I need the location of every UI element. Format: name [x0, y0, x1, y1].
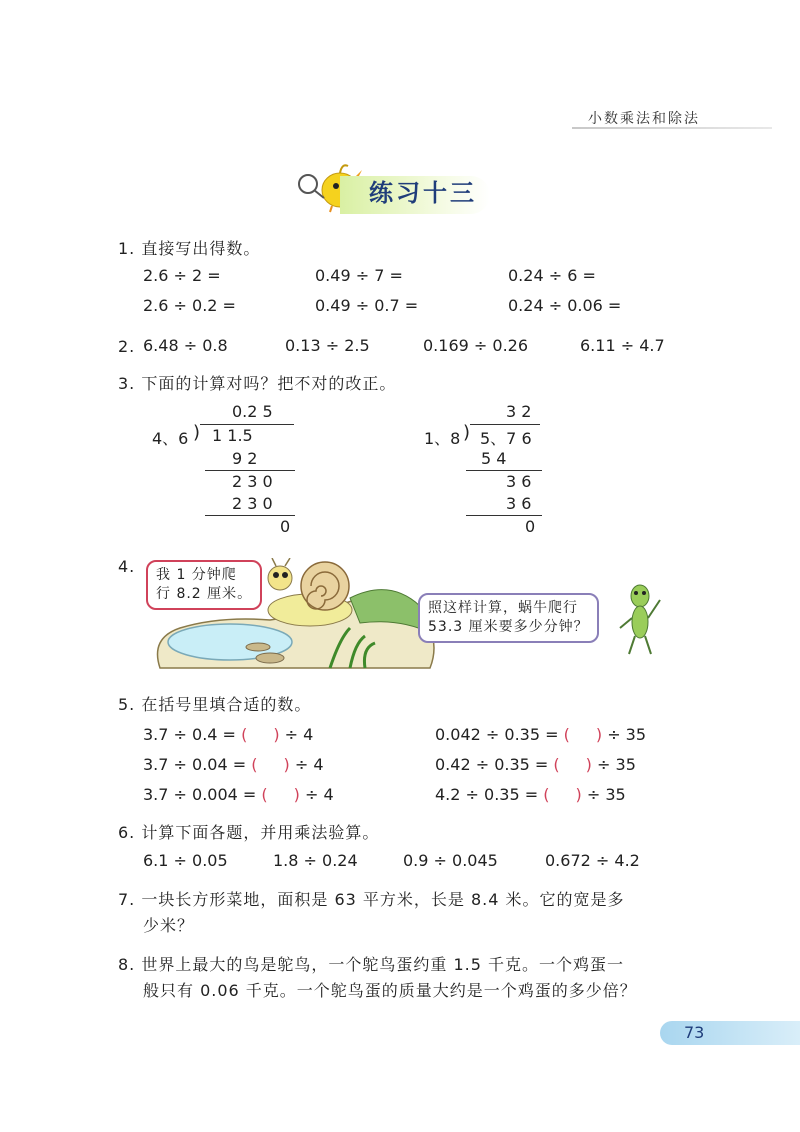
ld1-rule [205, 470, 295, 471]
ld2-step: 3 6 [506, 472, 532, 491]
close-paren: ) [575, 785, 582, 804]
q2-item: 0.169 ÷ 0.26 [423, 336, 529, 355]
q5-expr: ÷ 4 [294, 755, 324, 774]
ld2-rule [466, 515, 542, 516]
close-paren: ) [283, 755, 290, 774]
ld2-bracket: ) [463, 422, 471, 443]
open-paren: ( [563, 725, 570, 744]
grasshopper-icon [615, 578, 665, 658]
q5-row [143, 725, 313, 744]
q6-item: 0.672 ÷ 4.2 [545, 851, 640, 870]
ld1-step: 2 3 0 [232, 472, 273, 491]
q5-row [435, 755, 636, 774]
q5-row [143, 755, 324, 774]
open-paren: ( [553, 755, 560, 774]
q2-item: 6.48 ÷ 0.8 [143, 336, 228, 355]
q3-label: 3. 下面的计算对吗？把不对的改正。 [118, 374, 397, 393]
q5-row [435, 785, 626, 804]
q7-line: 7. 一块长方形菜地，面积是 63 平方米，长是 8.4 米。它的宽是多 [118, 890, 625, 909]
q1-item: 0.24 ÷ 0.06 = [508, 296, 622, 315]
grasshopper-speech-bubble [418, 593, 599, 643]
page-number: 73 [684, 1023, 705, 1042]
page-number-tab [660, 1021, 800, 1045]
ld2-divisor: 1、8 [424, 429, 461, 448]
q5-expr: ÷ 35 [607, 725, 647, 744]
q5-label: 5. 在括号里填合适的数。 [118, 695, 312, 714]
snail-speech-bubble [146, 560, 262, 610]
q5-expr: 0.042 ÷ 0.35 = [435, 725, 559, 744]
ld2-step: 3 6 [506, 494, 532, 513]
q1-item: 0.49 ÷ 0.7 = [315, 296, 419, 315]
ld1-dividend: 1 1.5 [212, 426, 253, 445]
ld2-dividend: 5、7 6 [480, 429, 532, 448]
open-paren: ( [241, 725, 248, 744]
bubble-line: 我 1 分钟爬 [156, 567, 237, 583]
q5-expr: 3.7 ÷ 0.04 = [143, 755, 247, 774]
ld1-bracket: ) [193, 422, 201, 443]
ld1-step: 2 3 0 [232, 494, 273, 513]
q5-expr: 3.7 ÷ 0.004 = [143, 785, 257, 804]
ld2-remainder: 0 [525, 517, 536, 536]
q5-expr: 0.42 ÷ 0.35 = [435, 755, 549, 774]
q4-label: 4. [118, 557, 136, 576]
ld2-rule [466, 470, 542, 471]
ld1-bar [200, 424, 294, 425]
open-paren: ( [261, 785, 268, 804]
q1-item: 0.49 ÷ 7 = [315, 266, 403, 285]
q1-item: 2.6 ÷ 0.2 = [143, 296, 236, 315]
q6-item: 6.1 ÷ 0.05 [143, 851, 228, 870]
close-paren: ) [595, 725, 603, 744]
q6-label: 6. 计算下面各题，并用乘法验算。 [118, 823, 380, 842]
q2-item: 6.11 ÷ 4.7 [580, 336, 665, 355]
ld2-bar [470, 424, 540, 425]
bubble-line: 照这样计算，蜗牛爬行 [428, 600, 578, 616]
q5-expr: ÷ 35 [586, 785, 626, 804]
close-paren: ) [585, 755, 592, 774]
q2-item: 0.13 ÷ 2.5 [285, 336, 370, 355]
open-paren: ( [543, 785, 550, 804]
q6-item: 1.8 ÷ 0.24 [273, 851, 358, 870]
q7-line: 少米？ [143, 916, 195, 935]
q5-expr: ÷ 35 [597, 755, 636, 774]
q5-expr: 3.7 ÷ 0.4 = [143, 725, 236, 744]
q8-line: 般只有 0.06 千克。一个鸵鸟蛋的质量大约是一个鸡蛋的多少倍？ [143, 981, 637, 1000]
bubble-line: 行 8.2 厘米。 [156, 586, 253, 602]
q5-expr: ÷ 4 [305, 785, 334, 804]
q2-label: 2. [118, 337, 136, 356]
close-paren: ) [273, 725, 280, 744]
ld1-divisor: 4、6 [152, 429, 189, 448]
q1-item: 0.24 ÷ 6 = [508, 266, 596, 285]
q1-label: 1. 直接写出得数。 [118, 239, 261, 258]
ld1-remainder: 0 [280, 517, 291, 536]
ld2-step: 5 4 [481, 449, 507, 468]
header-rule [572, 127, 772, 129]
q5-row [435, 725, 646, 744]
q5-row [143, 785, 334, 804]
open-paren: ( [251, 755, 258, 774]
q5-expr: ÷ 4 [284, 725, 314, 744]
close-paren: ) [293, 785, 300, 804]
q1-item: 2.6 ÷ 2 = [143, 266, 221, 285]
ld1-quotient: 0.2 5 [232, 402, 273, 421]
ld2-quotient: 3 2 [506, 402, 532, 421]
ld1-rule [205, 515, 295, 516]
section-header: 小数乘法和除法 [588, 111, 700, 127]
ld1-step: 9 2 [232, 449, 258, 468]
bubble-line: 53.3 厘米要多少分钟？ [428, 619, 589, 635]
q6-item: 0.9 ÷ 0.045 [403, 851, 498, 870]
page-title: 练习十三 [369, 179, 477, 207]
q5-expr: 4.2 ÷ 0.35 = [435, 785, 539, 804]
q8-line: 8. 世界上最大的鸟是鸵鸟，一个鸵鸟蛋约重 1.5 千克。一个鸡蛋一 [118, 955, 624, 974]
